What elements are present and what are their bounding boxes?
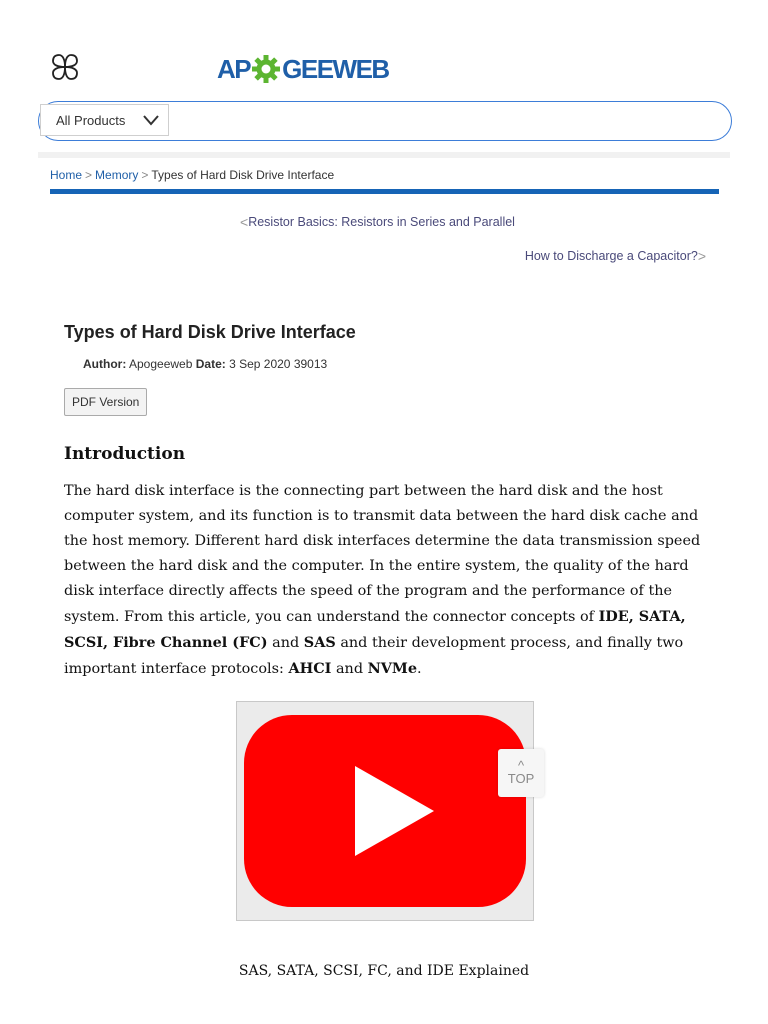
intro-bold-nvme: NVMe xyxy=(367,660,418,677)
author-name: Apogeeweb xyxy=(129,357,193,371)
video-embed[interactable] xyxy=(236,701,534,921)
play-icon xyxy=(244,715,526,907)
gear-icon xyxy=(251,54,281,84)
caret-up-icon: ^ xyxy=(517,758,525,773)
breadcrumb-separator: > xyxy=(85,168,93,182)
next-article-label: How to Discharge a Capacitor? xyxy=(524,249,698,263)
section-heading: Introduction xyxy=(64,444,186,464)
breadcrumb-home[interactable]: Home xyxy=(50,168,83,182)
intro-bold-sas: SAS xyxy=(303,634,336,651)
article-meta xyxy=(83,357,327,371)
back-to-top-button[interactable] xyxy=(498,749,544,797)
intro-text: and their development process, and finally two important interface protocols: xyxy=(64,635,684,677)
site-header xyxy=(0,0,768,100)
intro-bold-ahci: AHCI xyxy=(288,660,332,677)
pdf-version-button[interactable]: PDF Version xyxy=(64,388,147,416)
category-select[interactable] xyxy=(40,104,169,136)
prev-article-link[interactable] xyxy=(240,214,515,230)
intro-text: and xyxy=(267,635,304,651)
divider xyxy=(50,189,719,194)
video-caption: SAS, SATA, SCSI, FC, and IDE Explained xyxy=(238,963,530,979)
date-label: Date: xyxy=(195,357,226,371)
page-title: Types of Hard Disk Drive Interface xyxy=(64,322,356,342)
site-logo[interactable] xyxy=(217,52,389,86)
chevron-left-icon: < xyxy=(240,214,249,230)
next-article-link[interactable] xyxy=(525,248,706,264)
breadcrumb-separator: > xyxy=(141,168,149,182)
prev-article-label: Resistor Basics: Resistors in Series and Parallel xyxy=(248,215,515,229)
intro-bold-interfaces: IDE, SATA, SCSI, Fibre Channel (FC) xyxy=(64,608,686,651)
intro-text: and xyxy=(331,661,368,677)
category-select-value: All Products xyxy=(56,112,126,128)
intro-text: The hard disk interface is the connecting part between the hard disk and the host computer system, and its function is to transmit data between the hard disk cache and the host memory. Different hard disk interfaces determine the data transmission speed between the hard disk and the computer. In the entire system, the quality of the hard disk interface directly affects the speed of the program and the performance of the system. From this article, you can understand the connector concepts of xyxy=(64,483,701,625)
menu-icon[interactable] xyxy=(50,52,80,82)
intro-text: . xyxy=(417,661,422,677)
article-date: 3 Sep 2020 xyxy=(229,357,291,371)
view-count: 39013 xyxy=(293,357,328,371)
logo-text-left: AP xyxy=(217,53,251,84)
chevron-down-icon xyxy=(142,113,160,127)
intro-paragraph xyxy=(64,479,704,682)
chevron-right-icon: > xyxy=(697,248,706,264)
author-label: Author: xyxy=(83,357,127,371)
breadcrumb xyxy=(50,168,334,182)
back-to-top-label: TOP xyxy=(507,771,535,786)
breadcrumb-memory[interactable]: Memory xyxy=(95,168,139,182)
breadcrumb-band xyxy=(38,152,730,158)
breadcrumb-current: Types of Hard Disk Drive Interface xyxy=(151,168,335,182)
logo-text-right: GEEWEB xyxy=(282,53,389,84)
